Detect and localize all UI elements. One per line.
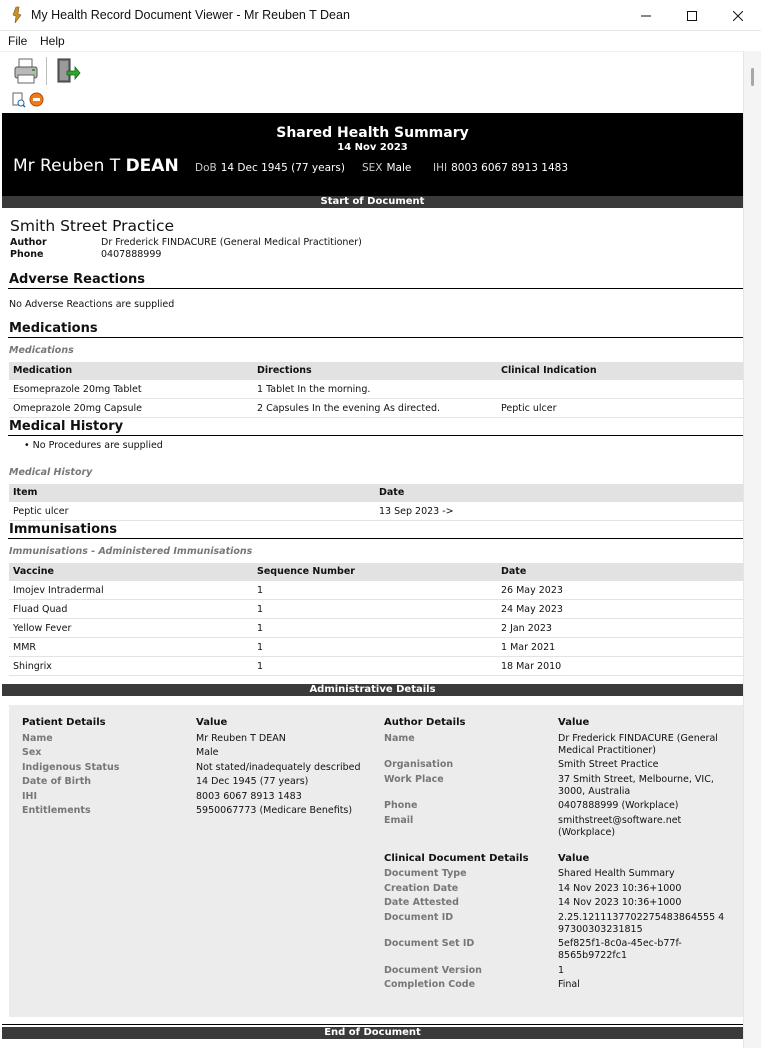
document-title: Shared Health Summary	[276, 125, 469, 141]
administrative-details	[9, 705, 743, 1017]
table-cell: Peptic ulcer	[501, 403, 557, 414]
table-header	[9, 484, 743, 502]
phone-label: Phone	[10, 249, 44, 260]
document-version-value: 1	[558, 965, 565, 976]
main-toolbar	[0, 51, 761, 89]
column-header: Vaccine	[13, 566, 54, 577]
table-row	[9, 619, 743, 638]
author-value: Dr Frederick FINDACURE (General Medical Practitioner)	[101, 237, 362, 248]
table-row	[9, 581, 743, 600]
field-label: Name	[22, 733, 53, 744]
table-cell: 1	[257, 661, 264, 672]
maximize-button[interactable]	[669, 0, 715, 31]
field-label: Indigenous Status	[22, 762, 120, 773]
patient-details-heading: Patient Details	[22, 717, 106, 728]
patient-value-heading: Value	[196, 717, 228, 728]
table-cell: 1	[257, 585, 264, 596]
patient-name	[13, 156, 179, 176]
work-place-value-cont: 3000, Australia	[558, 786, 631, 797]
administrative-details-bar: Administrative Details	[2, 684, 743, 696]
field-label: Sex	[22, 747, 42, 758]
clinical-value-heading: Value	[558, 853, 590, 864]
column-header: Medication	[13, 365, 73, 376]
header-sex	[362, 162, 411, 174]
table-row	[9, 380, 743, 399]
adverse-reactions-text: No Adverse Reactions are supplied	[9, 299, 175, 310]
document-date: 14 Nov 2023	[337, 142, 408, 153]
table-cell: 1 Mar 2021	[501, 642, 556, 653]
start-of-document-bar: Start of Document	[2, 196, 743, 208]
work-place-label: Work Place	[384, 774, 444, 785]
patient-surname: DEAN	[125, 156, 179, 176]
immunisations-heading: Immunisations	[9, 522, 117, 537]
list-item: • No Procedures are supplied	[24, 440, 163, 451]
email-value-cont: (Workplace)	[558, 827, 616, 838]
field-label: IHI	[22, 791, 38, 802]
minimize-button[interactable]	[623, 0, 669, 31]
title-bar	[0, 0, 761, 31]
table-cell: Esomeprazole 20mg Tablet	[13, 384, 142, 395]
date-attested-value: 14 Nov 2023 10:36+1000	[558, 897, 682, 908]
table-cell: 1	[257, 642, 264, 653]
immunisations-table	[9, 563, 743, 676]
table-row	[9, 600, 743, 619]
toolbar-separator	[46, 57, 47, 85]
creation-date-label: Creation Date	[384, 883, 459, 894]
adverse-reactions-heading: Adverse Reactions	[9, 272, 146, 287]
table-cell: Omeprazole 20mg Capsule	[13, 403, 142, 414]
field-value: 8003 6067 8913 1483	[196, 791, 302, 802]
medical-history-table	[9, 484, 743, 521]
table-header	[9, 362, 743, 380]
document-type-value: Shared Health Summary	[558, 868, 675, 879]
vertical-scrollbar[interactable]	[743, 51, 761, 1048]
creation-date-value: 14 Nov 2023 10:36+1000	[558, 883, 682, 894]
table-cell: Yellow Fever	[13, 623, 72, 634]
column-header: Directions	[257, 365, 312, 376]
author-name-label: Name	[384, 733, 415, 744]
work-place-value: 37 Smith Street, Melbourne, VIC,	[558, 774, 714, 785]
ihi-value: 8003 6067 8913 1483	[451, 162, 568, 174]
menu-help[interactable]: Help	[40, 34, 65, 48]
completion-code-label: Completion Code	[384, 979, 476, 990]
scrollbar-thumb[interactable]	[751, 68, 754, 86]
medications-table	[9, 362, 743, 418]
section-rule	[8, 288, 743, 289]
table-cell: Imojev Intradermal	[13, 585, 104, 596]
document-search-icon[interactable]	[12, 92, 26, 108]
organisation-label: Organisation	[384, 759, 454, 770]
immunisations-subtitle: Immunisations - Administered Immunisations	[9, 546, 253, 557]
table-row	[9, 657, 743, 676]
author-phone-value: 0407888999 (Workplace)	[558, 800, 679, 811]
table-row	[9, 502, 743, 521]
close-button[interactable]	[715, 0, 761, 31]
table-row	[9, 399, 743, 418]
column-header: Sequence Number	[257, 566, 355, 577]
section-rule	[8, 435, 743, 436]
date-attested-label: Date Attested	[384, 897, 459, 908]
exit-icon[interactable]	[53, 57, 81, 85]
document-set-id-value: 5ef825f1-8c0a-45ec-b77f-	[558, 938, 682, 949]
field-value: Not stated/inadequately described	[196, 762, 361, 773]
table-row	[9, 638, 743, 657]
document-header	[2, 113, 743, 196]
print-icon[interactable]	[12, 57, 40, 85]
table-cell: 1	[257, 604, 264, 615]
dob-value: 14 Dec 1945 (77 years)	[220, 162, 345, 174]
field-label: Date of Birth	[22, 776, 92, 787]
end-of-document-bar: End of Document	[2, 1027, 743, 1039]
author-phone-label: Phone	[384, 800, 418, 811]
table-cell: Shingrix	[13, 661, 52, 672]
secondary-toolbar	[0, 89, 761, 111]
procedures-text: No Procedures are supplied	[32, 440, 163, 451]
field-value: Male	[196, 747, 219, 758]
table-header	[9, 563, 743, 581]
clinical-details-heading: Clinical Document Details	[384, 853, 529, 864]
medications-heading: Medications	[9, 321, 98, 336]
table-cell: Peptic ulcer	[13, 506, 69, 517]
completion-code-value: Final	[558, 979, 580, 990]
author-label: Author	[10, 237, 47, 248]
document-id-value-cont: 97300303231815	[558, 924, 643, 935]
table-cell: 1	[257, 623, 264, 634]
medical-history-subtitle: Medical History	[9, 467, 93, 478]
table-cell: 26 May 2023	[501, 585, 563, 596]
medical-history-heading: Medical History	[9, 419, 124, 434]
author-name-value-cont: Medical Practitioner)	[558, 745, 656, 756]
author-details-heading: Author Details	[384, 717, 466, 728]
document-type-label: Document Type	[384, 868, 467, 879]
column-header: Item	[13, 487, 38, 498]
document-id-value: 2.25.1211137702275483864555 4	[558, 912, 725, 923]
sex-value: Male	[386, 162, 412, 174]
phone-value: 0407888999	[101, 249, 162, 260]
field-value: 5950067773 (Medicare Benefits)	[196, 805, 353, 816]
document-version-label: Document Version	[384, 965, 482, 976]
table-cell: 2 Capsules In the evening As directed.	[257, 403, 440, 414]
table-cell: MMR	[13, 642, 36, 653]
table-cell: Fluad Quad	[13, 604, 68, 615]
table-cell: 2 Jan 2023	[501, 623, 552, 634]
patient-given-names: Mr Reuben T	[13, 156, 121, 176]
sex-label: SEX	[362, 162, 383, 174]
table-cell: 24 May 2023	[501, 604, 563, 615]
ihi-label: IHI	[433, 162, 448, 174]
section-rule	[8, 337, 743, 338]
email-value: smithstreet@software.net	[558, 815, 682, 826]
column-header: Clinical Indication	[501, 365, 597, 376]
header-dob	[195, 162, 345, 174]
email-label: Email	[384, 815, 414, 826]
document-set-id-label: Document Set ID	[384, 938, 475, 949]
dob-label: DoB	[195, 162, 217, 174]
column-header: Date	[501, 566, 527, 577]
practice-name: Smith Street Practice	[10, 217, 175, 235]
section-rule	[8, 538, 743, 539]
author-name-value: Dr Frederick FINDACURE (General	[558, 733, 718, 744]
stop-icon[interactable]	[29, 92, 44, 107]
document-id-label: Document ID	[384, 912, 454, 923]
medications-subtitle: Medications	[9, 345, 74, 356]
table-cell: 13 Sep 2023 ->	[379, 506, 454, 517]
column-header: Date	[379, 487, 405, 498]
app-icon	[10, 6, 24, 24]
menu-bar	[0, 31, 761, 51]
end-rule	[2, 1024, 743, 1025]
table-cell: 1 Tablet In the morning.	[257, 384, 371, 395]
document-view	[2, 111, 743, 1048]
document-set-id-value-cont: 8565b9722fc1	[558, 950, 627, 961]
window-title: My Health Record Document Viewer - Mr Reuben T Dean	[31, 8, 350, 22]
field-label: Entitlements	[22, 805, 91, 816]
header-ihi	[433, 162, 568, 174]
organisation-value: Smith Street Practice	[558, 759, 659, 770]
author-value-heading: Value	[558, 717, 590, 728]
menu-file[interactable]: File	[8, 34, 28, 48]
table-cell: 18 Mar 2010	[501, 661, 562, 672]
field-value: Mr Reuben T DEAN	[196, 733, 286, 744]
field-value: 14 Dec 1945 (77 years)	[196, 776, 309, 787]
